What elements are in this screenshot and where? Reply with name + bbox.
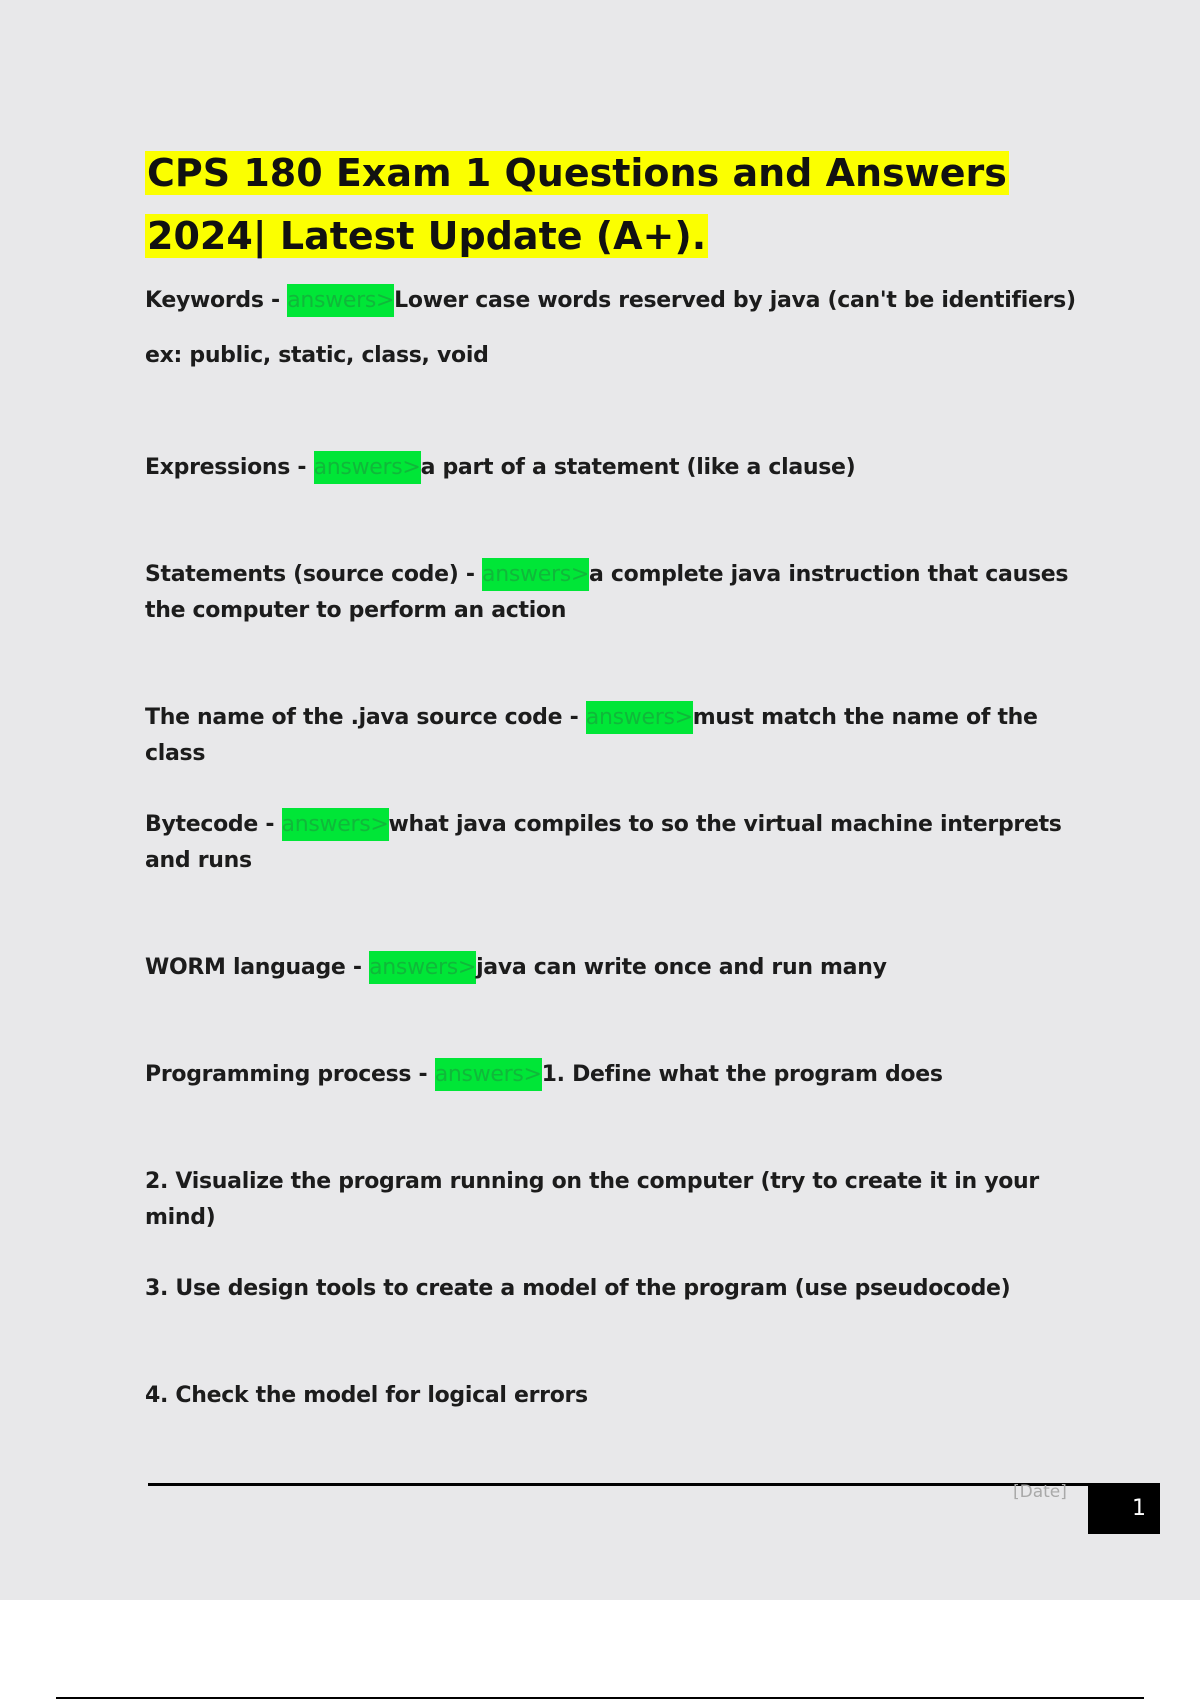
process-step-2: 2. Visualize the program running on the computer (try to create it in your mind) [145, 1169, 1039, 1230]
title-highlight: CPS 180 Exam 1 Questions and Answers 2024| Latest Update (A+). [147, 151, 1007, 258]
answer-text: a part of a statement (like a clause) [420, 455, 856, 480]
next-page-rule [56, 1697, 1144, 1699]
answer-marker: answers> [482, 558, 589, 591]
qa-entry-expressions [145, 450, 1085, 486]
answer-text: Lower case words reserved by java (can't be identifiers) [394, 288, 1076, 313]
qa-entry-worm [145, 950, 1085, 986]
term-label: Bytecode - [145, 812, 282, 837]
answer-text: java can write once and run many [476, 955, 887, 980]
document-title [145, 142, 1105, 268]
answer-text: a complete java instruction that causes the computer to perform an action [145, 562, 1069, 623]
term-label: Statements (source code) - [145, 562, 483, 587]
answer-text: must match the name of the class [145, 705, 1038, 766]
qa-entry-bytecode [145, 807, 1085, 879]
page-number: 1 [1088, 1483, 1160, 1534]
answer-marker: answers> [287, 284, 394, 317]
answer-marker: answers> [435, 1058, 542, 1091]
answer-marker: answers> [369, 951, 476, 984]
example-line: ex: public, static, class, void [145, 343, 489, 368]
answer-text: 1. Define what the program does [541, 1062, 943, 1087]
answer-text: what java compiles to so the virtual machine interprets and runs [145, 812, 1062, 873]
qa-entry-programming-process [145, 1057, 1085, 1093]
answer-marker: answers> [314, 451, 421, 484]
process-step-3: 3. Use design tools to create a model of the program (use pseudocode) [145, 1276, 1011, 1301]
process-step-4: 4. Check the model for logical errors [145, 1383, 588, 1408]
term-label: WORM language - [145, 955, 370, 980]
footer-date: [Date] [1013, 1482, 1067, 1502]
qa-entry-source-name [145, 700, 1085, 772]
term-label: Programming process - [145, 1062, 435, 1087]
term-label: Expressions - [145, 455, 314, 480]
answer-marker: answers> [282, 808, 389, 841]
footer-rule [148, 1483, 1160, 1486]
qa-entry-statements [145, 557, 1085, 629]
term-label: The name of the .java source code - [145, 705, 586, 730]
term-label: Keywords - [145, 288, 288, 313]
answer-marker: answers> [586, 701, 693, 734]
qa-entry-keywords [145, 283, 1085, 319]
